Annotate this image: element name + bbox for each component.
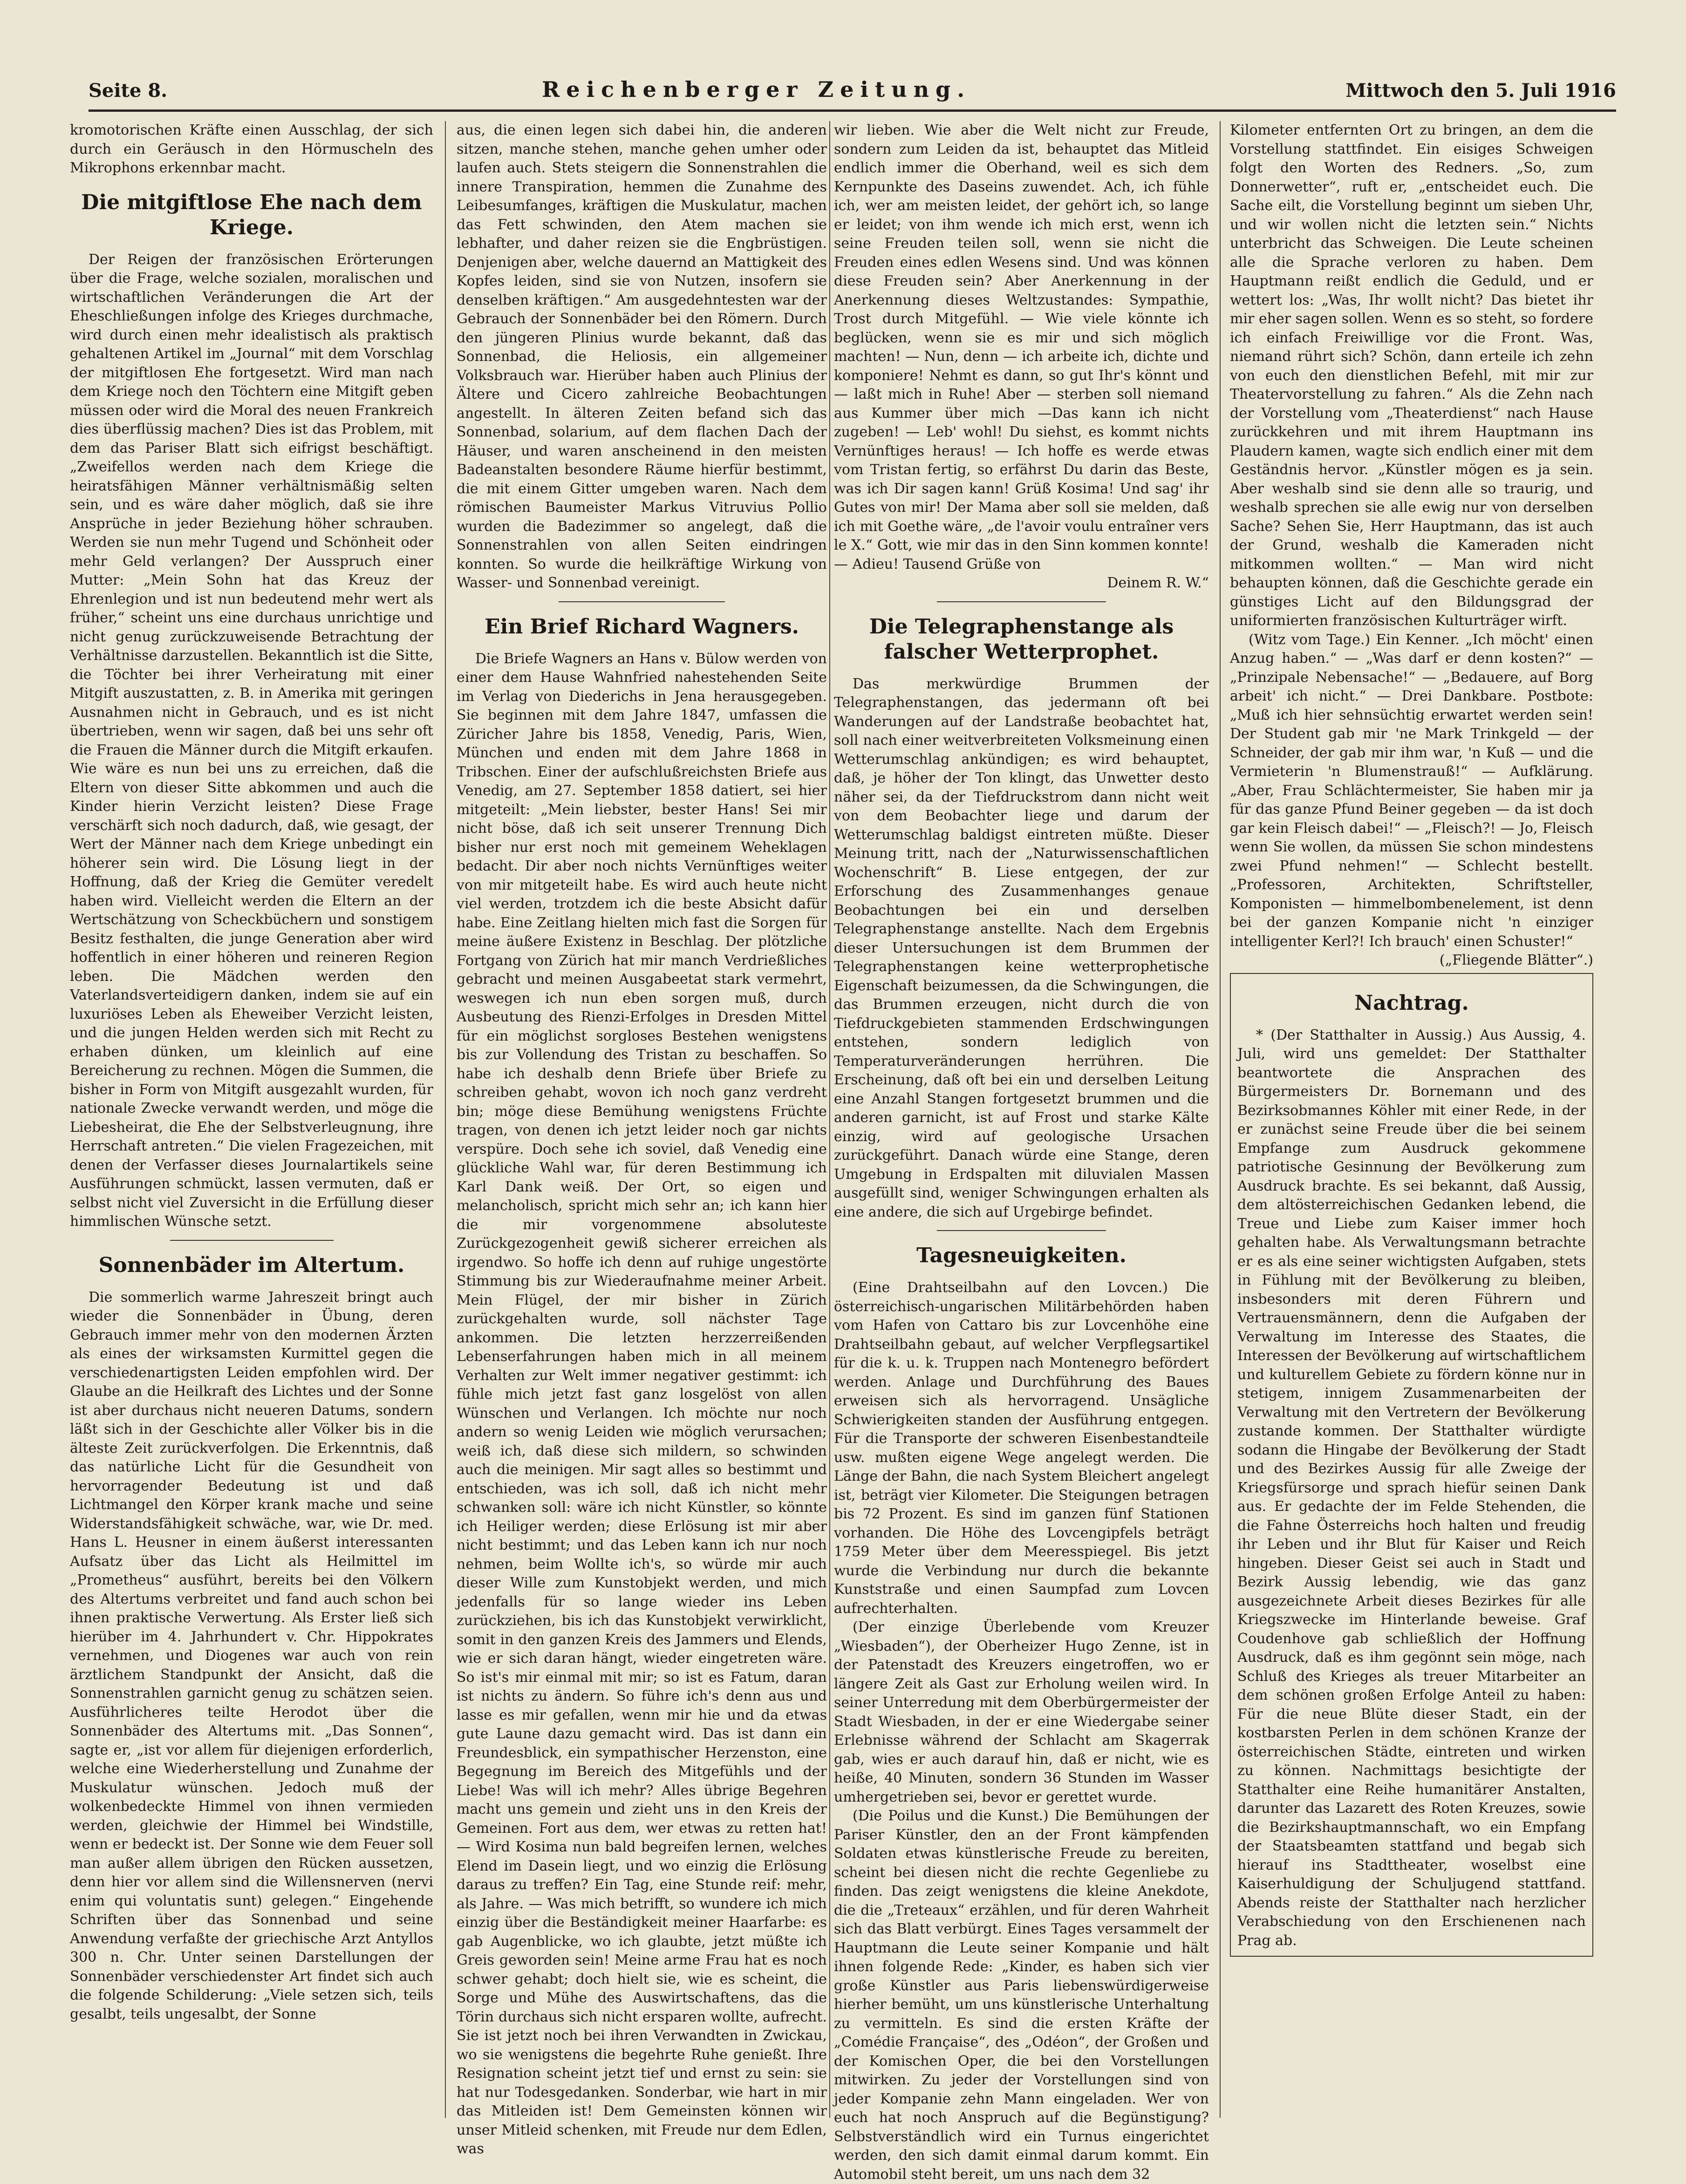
divider — [937, 601, 1106, 602]
section-headline: Nachtrag. — [1354, 991, 1469, 1015]
article-body: aus, die einen legen sich dabei hin, die anderen sitzen, manche stehen, manche gehen umher oder laufen auch. Stets steigern die Sonnenstrahlen die innere Transpiration, hemmen die Zunahme des Leibesumfanges, kräftigen die Muskulatur, machen das Fett schwinden, den Atem machen sie lebhafter, und daher reizen sie die Engbrüstigen. Denjenigen aber, welche dauernd an Mattigkeit des Kopfes leiden, sind sie von Nutzen, insofern sie denselben kräftigen.“ Am ausgedehntesten war der Gebrauch der Sonnenbäder bei den Römern. Durch den jüngeren Plinius wurde bekannt, daß das Sonnenbad, die Heliosis, ein allgemeiner Volksbrauch war. Hierüber haben auch Plinius der Ältere und Cicero zahlreiche Beobachtungen angestellt. In älteren Zeiten befand sich das Sonnenbad, solarium, auf dem flachen Dach der Häuser, und waren anscheinend in den meisten Badeanstalten besondere Räume hierfür bestimmt, die mit einem Gitter umgeben waren. Nach dem römischen Baumeister Markus Vitruvius Pollio wurden die Badezimmer so angelegt, daß die Sonnenstrahlen von allen Seiten eindringen konnten. So wurde die heilkräftige Wirkung von Wasser- und Sonnenbad vereinigt. — [457, 122, 827, 591]
column-rule — [445, 121, 446, 2118]
section-headline: Tagesneuigkeiten. — [916, 1244, 1126, 1267]
column-2 — [457, 121, 827, 2157]
column-3 — [834, 121, 1209, 2183]
jokes-source: („Fliegende Blätter“.) — [1439, 952, 1593, 968]
article-headline: Die Telegraphenstange als falscher Wetterprophet. — [869, 614, 1174, 664]
news-item: (Eine Drahtseilbahn auf den Lovcen.) Die österreichisch-ungarischen Militärbehörden haben vom Hafen von Cattaro bis zur Lovcenhöhe eine Drahtseilbahn gebaut, auf welcher Verpflegsartikel für die k. u. k. Truppen nach Montenegro befördert werden. Anlage und Durchführung des Baues erweisen sich als hervorragend. Unsägliche Schwierigkeiten standen der Ausführung entgegen. Für die Transporte der schweren Eisenbestandteile usw. mußten eigene Wege angelegt werden. Die Länge der Bahn, die nach System Bleichert angelegt ist, beträgt vier Kilometer. Die Steigungen betragen bis 72 Prozent. Es sind im ganzen fünf Stationen vorhanden. Die Höhe des Lovcengipfels beträgt 1759 Meter über dem Meeresspiegel. Bis jetzt wurde die Verbindung nur durch die bekannte Kunststraße und einen Saumpfad zum Lovcen aufrechterhalten. — [834, 1279, 1209, 1617]
news-item: Kilometer entfernten Ort zu bringen, an dem die Vorstellung stattfindet. Ein eisiges Schweigen folgt den Worten des Redners. „So, zum Donnerwetter“, ruft er, „entscheidet euch. Die Sache eilt, die Vorstellung beginnt um sieben Uhr, und wir wollen nicht die letzten sein.“ Nichts unterbricht das Schweigen. Die Leute scheinen alle die Sprache verloren zu haben. Dem Hauptmann reißt endlich die Geduld, und er wettert los: „Was, Ihr wollt nicht? Das bietet ihr mir eher sagen sollen. Wenn es so steht, so fordere ich einfach Freiwillige vor die Front. Was, niemand rührt sich? Schön, dann erteile ich zehn von euch den dienstlichen Befehl, mit mir zur Theatervorstellung zu fahren.“ Als die Zehn nach der Vorstellung vom „Theaterdienst“ nach Hause zurückkehren und mit ihrem Hauptmann ins Plaudern kamen, wagte sich endlich einer mit dem Geständnis hervor. „Künstler mögen es ja sein. Aber weshalb sind sie denn alle so traurig, und weshalb sprechen sie alle ewig nur von derselben Sache? Sehen Sie, Herr Hauptmann, das ist auch der Grund, weshalb die Kameraden nicht mitkommen wollten.“ — Man wird nicht behaupten können, daß die Geschichte gerade ein günstiges Licht auf den Bildungsgrad der uniformierten französischen Kulturträger wirft. — [1230, 122, 1593, 629]
article-body: Die sommerlich warme Jahreszeit bringt auch wieder die Sonnenbäder in Übung, deren Gebrauch immer mehr von den modernen Ärzten als eines der wirksamsten Kurmittel gegen die verschiedenartigsten Leiden empfohlen wird. Der Glaube an die Heilkraft des Lichtes und der Sonne ist aber durchaus nicht neueren Datums, sondern läßt sich in der Geschichte aller Völker bis in die älteste Zeit zurückverfolgen. Die Erkenntnis, daß das natürliche Licht für die Gesundheit von hervorragender Bedeutung ist und daß Lichtmangel den Körper krank mache und seine Widerstandsfähigkeit schwäche, war, wie Dr. med. Hans L. Heusner in einem äußerst interessanten Aufsatz über das Licht als Heilmittel im „Prometheus“ ausführt, bereits bei den Völkern des Altertums verbreitet und fand auch schon bei ihnen praktische Verwertung. Als Erster ließ sich hierüber im 4. Jahrhundert v. Chr. Hippokrates vernehmen, und Diogenes war auch von rein ärztlichem Standpunkt der Ansicht, daß die Sonnenstrahlen garnicht genug zu schätzen seien. Ausführlicheres teilte Herodot über die Sonnenbäder des Altertums mit. „Das Sonnen“, sagte er, „ist vor allem für diejenigen erforderlich, welche eine Wiederherstellung und Zunahme der Muskulatur wünschen. Jedoch muß der wolkenbedeckte Himmel von ihnen vermieden werden, gleichwie der Himmel bei Windstille, wenn er bedeckt ist. Der Sonne wie dem Feuer soll man außer allem übrigen den Rücken aussetzen, denn hier vor allem sind die Willensnerven (nervi enim qui voluntatis sunt) gelegen.“ Eingehende Schriften über das Sonnenbad und seine Anwendung verfaßte der griechische Arzt Antyllos 300 n. Chr. Unter seinen Darstellungen der Sonnenbäder verschiedenster Art findet sich auch die folgende Schilderung: „Viele setzen sich, teils gesalbt, teils ungesalbt, der Sonne — [70, 1289, 433, 2022]
article-body: Der Reigen der französischen Erörterungen über die Frage, welche sozialen, moralischen und wirtschaftlichen Veränderungen die Art der Eheschließungen infolge des Krieges durchmache, wird durch einen mehr idealistisch als praktisch gehaltenen Artikel im „Journal“ mit dem Vorschlag der mitgiftlosen Ehe fortgesetzt. Wird man nach dem Kriege noch den Töchtern eine Mitgift geben müssen oder wird die Moral des neuen Frankreich dies überflüssig machen? Dies ist das Problem, mit dem das Pariser Blatt sich eifrigst beschäftigt. „Zweifellos werden nach dem Kriege die heiratsfähigen Männer verhältnismäßig selten sein, und es wäre daher möglich, daß sie ihre Ansprüche in jeder Beziehung höher schrauben. Werden sie nun mehr Tugend und Schönheit oder mehr Geld verlangen? Der Ausspruch einer Mutter: „Mein Sohn hat das Kreuz der Ehrenlegion und ist nun bedeutend mehr wert als früher,“ scheint uns eine durchaus unrichtige und nicht genug zurückzuweisende Betrachtung der Verhältnisse darzustellen. Bekanntlich ist die Sitte, die Töchter bei ihrer Verheiratung mit einer Mitgift auszustatten, z. B. in Amerika mit geringen Ausnahmen nicht in Gebrauch, und es ist nicht übertrieben, wenn wir sagen, daß bei uns sehr oft die Frauen die Männer durch die Mitgift erkaufen. Wie wäre es nun bei uns zu erreichen, daß die Eltern von dieser Sitte abkommen und auch die Kinder hierin Verzicht leisten? Diese Frage verschärft sich noch dadurch, daß, wie gesagt, der Wert der Männer nach dem Kriege unbedingt ein höherer sein wird. Die Lösung liegt in der Hoffnung, daß der Krieg die Gemüter veredelt haben wird. Vielleicht werden die Eltern an der Wertschätzung von Scheckbüchern und sonstigem Besitz festhalten, die junge Generation aber wird hoffentlich in einer höheren und reineren Region leben. Die Mädchen werden den Vaterlandsverteidigern danken, indem sie auf ein luxuriöses Leben als Eheweiber Verzicht leisten, und die jungen Helden werden sich mit Recht zu erhaben dünken, um kleinlich auf eine Bereicherung zu rechnen. Mögen die Summen, die bisher in Form von Mitgift ausgezahlt wurden, für nationale Zwecke verwandt werden, und möge die Liebesheirat, die Ehe der Selbstverleugnung, ihre Herrschaft antreten.“ Die vielen Fragezeichen, mit denen der Verfasser dieses Journalartikels seine Ausführungen schmückt, lassen vermuten, daß er selbst nicht viel Zuversicht in die Erfüllung dieser himmlischen Wünsche setzt. — [70, 251, 433, 1230]
article-headline: Ein Brief Richard Wagners. — [485, 614, 799, 639]
divider — [937, 1230, 1106, 1231]
supplement-box — [1230, 973, 1593, 1957]
column-1 — [70, 121, 433, 2118]
newspaper-title: Reichenberger Zeitung. — [542, 77, 971, 102]
article-headline: Sonnenbäder im Altertum. — [98, 1253, 405, 1277]
article-continuation: kromotorischen Kräfte einen Ausschlag, der sich durch ein Geräusch in den Hörmuscheln des Mikrophons erkennbar macht. — [70, 122, 433, 176]
issue-date: Mittwoch den 5. Juli 1916 — [1345, 80, 1616, 102]
column-rule — [1220, 121, 1221, 2118]
divider — [559, 601, 725, 602]
article-body: Die Briefe Wagners an Hans v. Bülow werden von einer dem Hause Wahnfried nahestehenden Seite im Verlag von Diederichs in Jena herausgegeben. Sie beginnen mit dem Jahre 1847, umfassen die Züricher Jahre bis 1858, Venedig, Paris, Wien, München und enden mit dem Jahre 1868 in Tribschen. Einer der aufschlußreichsten Briefe aus Venedig, am 27. September 1858 datiert, sei hier mitgeteilt: „Mein liebster, bester Hans! Sei mir nicht böse, daß ich seit unserer Trennung Dich bisher nur erst noch mit gemeinem Weheklagen bedacht. Dir aber noch nichts Vernünftiges weiter von mir mitgeteilt habe. Es wird auch heute nicht viel werden, trotzdem ich die beste Absicht dafür habe. Eine Zeitlang hielten mich fast die Sorgen für meine äußere Existenz in Beschlag. Der plötzliche Fortgang von Zürich hat mir manch Verdrießliches gebracht und meinen Ausgabeetat stark vermehrt, weswegen ich nun eben sorgen muß, durch Ausbeutung des Rienzi-Erfolges in Dresden Mittel für ein möglichst sorgloses Bestehen wenigstens bis zur Vollendung des Tristan zu beschaffen. So habe ich deshalb denn Briefe über Briefe zu schreiben gehabt, wovon ich noch ganz verdreht bin; möge diese Bemühung wenigstens Früchte tragen, von denen ich jetzt leider noch gar nichts verspüre. Doch sehe ich soviel, daß Venedig eine glückliche Wahl war, für deren Bestimmung ich Karl Dank weiß. Der Ort, so eigen und melancholisch, spricht mich sehr an; ich kann hier die mir vorgenommene absoluteste Zurückgezogenheit gewiß sicherer erreichen als irgendwo. So hoffe ich denn auf ruhige ungestörte Stimmung bis zur Wiederaufnahme meiner Arbeit. Mein Flügel, der mir bisher in Zürich zurückgehalten wurde, soll nächster Tage ankommen. Die letzten herzzerreißenden Lebenserfahrungen haben mich in all meinem Verhalten zur Welt immer negativer gestimmt: ich fühle mich jetzt fast ganz losgelöst von allen Wünschen und Verlangen. Ich möchte nur noch andern so wenig Leiden wie möglich verursachen; weiß ich, daß diese sich mildern, so schwinden auch die meinigen. Mir sagt alles so bestimmt und entschieden, was ich soll, daß ich nicht mehr schwanken soll: wäre ich nicht Künstler, so könnte ich Heiliger werden; diese Erlösung ist mir aber nicht bestimmt; und das Leben kann ich nur noch nehmen, beim Wollte ich's, so würde mir auch dieser Wille zum Kunstobjekt werden, und mich jedenfalls für so lange wieder ins Leben zurückziehen, bis ich das Kunstobjekt verwirklicht, somit in den ganzen Kreis des Jammers und Elends, wie er sich daran hängt, wieder eingetreten wäre. So ist's mir einmal mit mir; so ist es Fatum, daran ist nichts zu ändern. So führe ich's denn aus und lasse es mir gefallen, wenn mir hie und da etwas gute Laune dazu gemacht wird. Das ist dann ein Freundesblick, ein sympathischer Herzenston, eine Begegnung im Bereich des Mitgefühls und der Liebe! Was will ich mehr? Alles übrige Begehren macht uns gemein und zieht uns in den Kreis der Gemeinen. Fort aus dem, wer etwas zu retten hat! — Wird Kosima nun bald begreifen lernen, welches Elend im Dasein liegt, und wo einzig die Erlösung daraus zu treffen? Ein Tag, eine Stunde reif: mehr, als Jahre. — Was mich betrifft, so wundere ich mich einzig über die Beständigkeit meiner Haarfarbe: es gab Augenblicke, wo ich glaubte, jetzt müßte ich Greis geworden sein! Meine arme Frau hat es noch schwer gehabt; doch hielt sie, wie es scheint, die Sorge und Mühe des Auswirtschaftens, das die Törin durchaus sich nicht ersparen wollte, aufrecht. Sie ist jetzt noch bei ihren Verwandten in Zwickau, wo sie wenigstens die begehrte Ruhe genießt. Ihre Resignation scheint jetzt tief und ernst zu sein: sie hat nur Todesgedanken. Sonderbar, wie hart in mir das Mitleiden ist! Dem Gemeinsten können wir unser Mitleid schenken, mit Freude nur dem Edlen, was — [457, 650, 827, 2157]
article-headline: Die mitgiftlose Ehe nach dem Kriege. — [81, 190, 422, 239]
masthead — [89, 77, 1616, 112]
news-item: * (Der Statthalter in Aussig.) Aus Aussig, 4. Juli, wird uns gemeldet: Der Statthalter beantwortete die Ansprachen des Bürgermeisters Dr. Bornemann und des Bezirksobmannes Köhler mit einer Rede, in der er zunächst seine Freude über die bei seinem Empfange zum Ausdruck gekommene patriotische Gesinnung der Bevölkerung zum Ausdruck brachte. Es sei bekannt, daß Aussig, dem altösterreichischen Gedanken lebend, die Treue und Liebe zum Kaiser immer hoch gehalten habe. Als Verwaltungsmann betrachte er es als eine seiner wichtigsten Aufgaben, stets in Fühlung mit der Bevölkerung zu bleiben, insbesonders mit deren Führern und Vertrauensmännern, denn die Aufgaben der Verwaltung im Interesse des Staates, die Interessen der Bevölkerung auf wirtschaftlichem und kulturellem Gebiete zu fördern könne nur in stetigem, innigem Zusammenarbeiten der Verwaltung mit den Vertretern der Bevölkerung zustande kommen. Der Statthalter würdigte sodann die Hingabe der Bevölkerung der Stadt und des Bezirkes Aussig für alle Zweige der Kriegsfürsorge und sprach hiefür seinen Dank aus. Er gedachte der im Felde Stehenden, die die Fahne Österreichs hoch halten und freudig ihr Leben und ihr Blut für Kaiser und Reich hingeben. Dieser Geist sei auch in Stadt und Bezirk Aussig lebendig, wie das ganz ausgezeichnete Arbeit dieses Bezirkes für alle Kriegszwecke im Hinterlande beweise. Graf Coudenhove gab schließlich der Hoffnung Ausdruck, daß es ihm gegönnt sein möge, nach Schluß des Krieges als treuer Mitarbeiter an dem schönen großen Erfolge Anteil zu haben: Für die neue Blüte dieser Stadt, ein der kostbarsten Perlen in dem schönen Kranze der österreichischen Städte, eintreten und wirken zu können. Nachmittags besichtigte der Statthalter eine Reihe humanitärer Anstalten, darunter das Lazarett des Roten Kreuzes, sowie die Bezirkshauptmannschaft, wo ein Empfang der Staatsbeamten stattfand und begab sich hierauf ins Stadttheater, woselbst eine Kaiserhuldigung der Schuljugend stattfand. Abends reiste der Statthalter nach herzlicher Verabschiedung von den Erschienenen nach Prag ab. — [1237, 1027, 1586, 1949]
news-item: (Die Poilus und die Kunst.) Die Bemühungen der Pariser Künstler, den an der Front kämpfenden Soldaten etwas künstlerische Freude zu bereiten, scheint bei diesen nicht die rechte Gegenliebe zu finden. Das zeigt wenigstens die kleine Anekdote, die die „Treteaux“ erzählen, und für deren Wahrheit sich das Blatt verbürgt. Eines Tages versammelt der Hauptmann die Leute seiner Kompanie und hält ihnen folgende Rede: „Kinder, es haben sich vier große Künstler aus Paris liebenswürdigerweise hierher bemüht, um uns künstlerische Unterhaltung zu vermitteln. Es sind die ersten Kräfte der „Comédie Française“, des „Odéon“, der Großen und der Komischen Oper, die bei den Vorstellungen mitwirken. Zu jeder der Vorstellungen sind von jeder Kompanie zehn Mann eingeladen. Wer von euch hat noch Anspruch auf die Begünstigung? Selbstverständlich wird ein Turnus eingerichtet werden, den sich damit einmal darum kommt. Ein Automobil steht bereit, um uns nach dem 32 — [834, 1808, 1209, 2183]
letter-signature: Deinem R. W.“ — [1107, 575, 1209, 591]
divider — [170, 1240, 334, 1241]
page-number: Seite 8. — [89, 80, 168, 102]
article-body: wir lieben. Wie aber die Welt nicht zur Freude, sondern zum Leiden da ist, behauptet das Mitleid endlich immer die Oberhand, weil es sich dem Kernpunkte des Daseins zuwendet. Ach, ich fühle ich, wer am meisten leidet, der gehört ich, so lange er leidet; von ihm wende ich mich erst, wenn ich seine Freuden teilen soll, wenn sie nicht die Freuden eines edlen Wesens sind. Und was können diese Freuden sein? Aber Anerkennung in der Anerkennung dieses Weltzustandes: Sympathie, Trost durch Mitgefühl. — Wie viele könnte ich beglücken, wenn sie es mir und sich möglich machten! — Nun, denn — ich arbeite ich, dichte und komponiere! Nehmt es dann, so gut Ihr's könnt und — laßt mich in Ruhe! Aber — sterben soll niemand aus Kummer über mich —Das kann ich nicht zugeben! — Leb' wohl! Du siehst, es kommt nichts Vernünftiges heraus! — Ich hoffe es werde etwas vom Tristan fertig, so erfährst Du darin das Beste, was ich Dir sagen kann! Grüß Kosima! Und sag' ihr Gutes von mir! Der Mama aber soll sie melden, daß ich mit Goethe wäre, „de l'avoir voulu entraîner vers le X.“ Gott, wie mir das in den Sinn kommen konnte! — Adieu! Tausend Grüße von — [834, 122, 1209, 572]
article-body: Das merkwürdige Brummen der Telegraphenstangen, das jedermann oft bei Wanderungen auf der Landstraße beobachtet hat, soll nach einer weitverbreiteten Volksmeinung einen Wetterumschlag ankündigen; es wird behauptet, daß, je höher der Ton klingt, das Unwetter desto näher sei, da der Tiefdruckstrom dann nicht weit von dem Beobachter liege und darum der Wetterumschlag baldigst eintreten müßte. Dieser Meinung tritt, nach der „Naturwissenschaftlichen Wochenschrift“ B. Liese entgegen, der zur Erforschung des Zusammenhanges genaue Beobachtungen bei ein und derselben Telegraphenstange anstellte. Nach dem Ergebnis dieser Untersuchungen ist dem Brummen der Telegraphenstangen keine wetterprophetische Eigenschaft beizumessen, da die Schwingungen, die das Brummen erzeugen, nicht durch die von Tiefdruckgebieten stammenden Erdschwingungen entstehen, sondern lediglich von Temperaturveränderungen herrühren. Die Erscheinung, daß oft bei ein und derselben Leitung eine Anzahl Stangen fortgesetzt brummen und die anderen garnicht, ist auf Frost und starke Kälte einzig, wird auf geologische Ursachen zurückgeführt. Danach würde eine Stange, deren Umgebung in Erdspalten mit diluvialen Massen ausgefüllt sind, weniger Schwingungen erhalten als eine andere, die sich auf Urgebirge befindet. — [834, 675, 1209, 1220]
jokes-item: (Witz vom Tage.) Ein Kenner. „Ich möcht' einen Anzug haben.“ — „Was darf er denn kosten?“ — „Prinzipale Nebensache!“ — „Bedauere, auf Borg arbeit' ich nicht.“ — Drei Dankbare. Postbote: „Muß ich hier sehnsüchtig erwartet werden sein! Der Student gab mir 'ne Mark Trinkgeld — der Schneider, der gab mir ihm war, 'n Kuß — und die Vermieterin 'n Blumenstrauß!“ — Aufklärung. „Aber, Frau Schlächtermeister, Sie haben mir ja für das ganze Pfund Beiner gegeben — da ist doch gar kein Fleisch dabei!“ — „Fleisch?! — Jo, Fleisch wenn Sie wollen, da müssen Sie schon mindestens zwei Pfund nehmen!“ — Schlecht bestellt. „Professoren, Architekten, Schriftsteller, Komponisten — himmelbombenelement, ist denn bei der ganzen Kompanie nicht 'n einziger intelligenter Kerl?! Ich brauch' einen Schuster!“ — [1230, 631, 1593, 950]
column-4 — [1230, 121, 1593, 2118]
news-item: (Der einzige Überlebende vom Kreuzer „Wiesbaden“), der Oberheizer Hugo Zenne, ist in der Patenstadt des Kreuzers eingetroffen, wo er längere Zeit als Gast zur Erholung weilen wird. In seiner Unterredung mit dem Oberbürgermeister der Stadt Wiesbaden, in der er eine Wiedergabe seiner Erlebnisse während der Schlacht am Skagerrak gab, wies er auch darauf hin, daß er nicht, wie es heiße, 40 Minuten, sondern 36 Stunden im Wasser umhergetrieben sei, bevor er gerettet wurde. — [834, 1619, 1209, 1805]
column-rule — [829, 121, 830, 2118]
